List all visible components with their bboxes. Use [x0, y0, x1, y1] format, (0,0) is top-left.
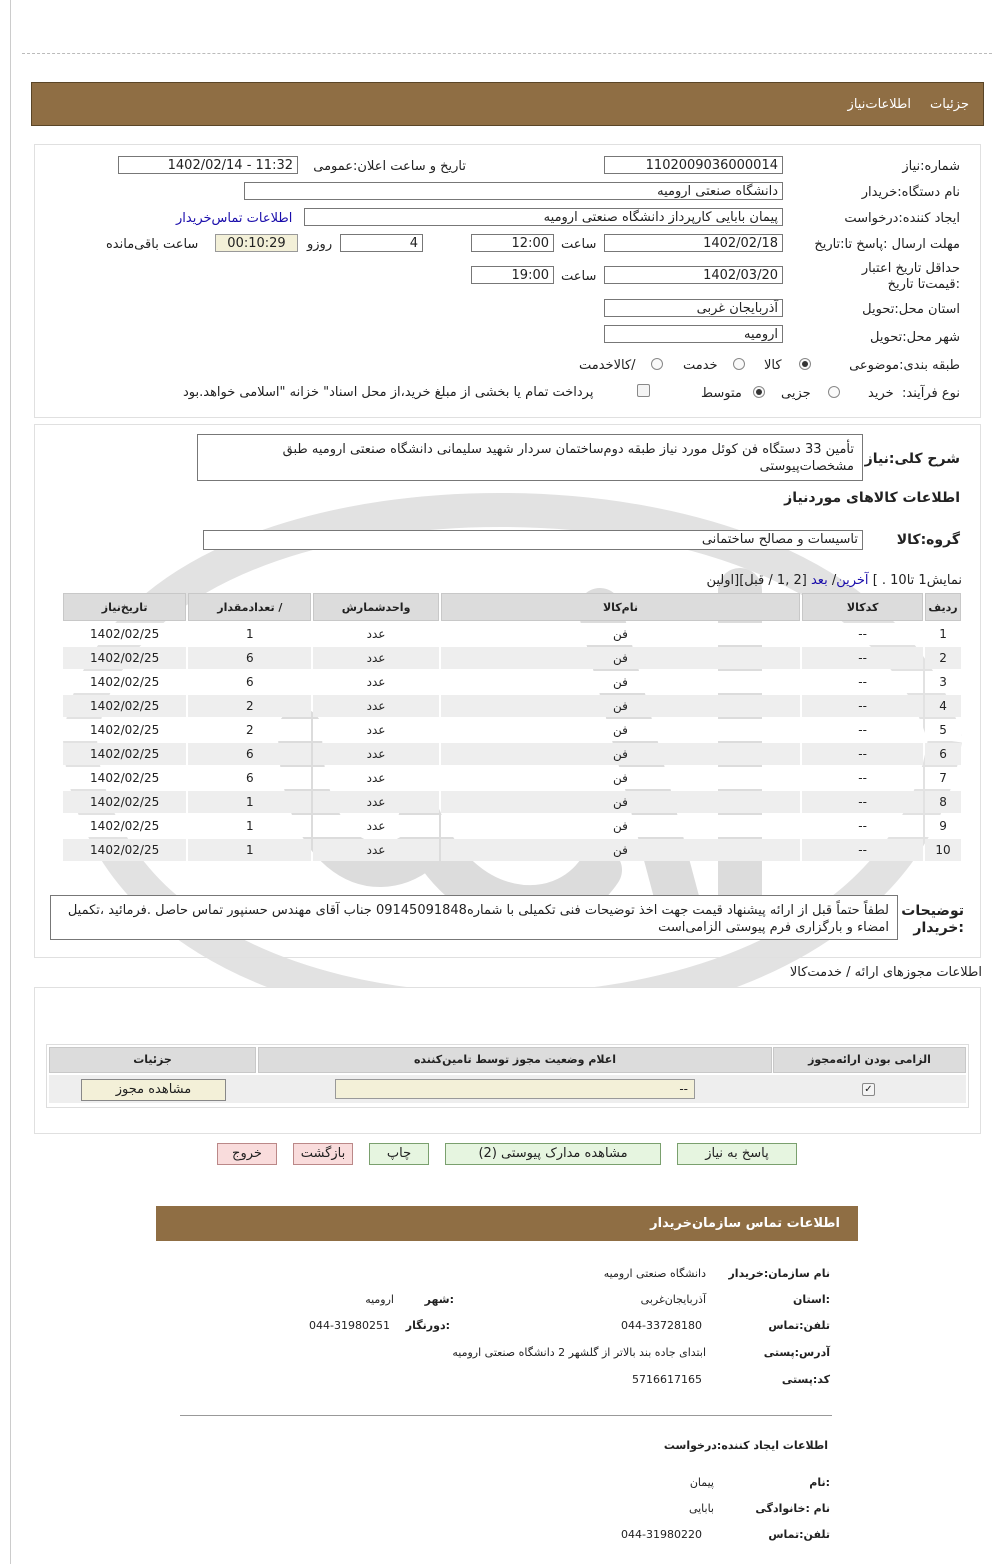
contact-address-label: آدرس:پستی	[763, 1346, 830, 1359]
deadline-label: مهلت ارسال :پاسخ تا:تاریخ	[814, 237, 960, 252]
cell-row-number: 4	[925, 695, 961, 717]
contact-city: ارومیه	[365, 1293, 394, 1306]
details-header	[31, 82, 984, 126]
contact-divider	[180, 1415, 832, 1416]
requester-field: پیمان بابایی کارپرداز دانشگاه صنعتی ارومیه	[304, 208, 783, 226]
permits-col-required: الزامی بودن ارائه‌مجوز	[773, 1047, 966, 1073]
col-name: نام‌کالا	[441, 593, 801, 621]
need-number-label: شماره:نیاز	[902, 159, 960, 174]
permit-status-field: --	[335, 1079, 695, 1099]
cell-item-name: فن	[441, 671, 801, 693]
goods-group-field: تاسیسات و مصالح ساختمانی	[203, 530, 863, 550]
cell-item-qty: 1	[188, 791, 311, 813]
cell-item-date: 1402/02/25	[63, 719, 186, 741]
table-row	[63, 719, 961, 741]
cell-item-code: --	[802, 695, 923, 717]
cell-item-date: 1402/02/25	[63, 791, 186, 813]
creator-title: اطلاعات ایجاد کننده:درخواست	[663, 1439, 828, 1452]
goods-info-label: اطلاعات کالاهای موردنیاز	[784, 490, 960, 506]
cell-item-qty: 6	[188, 743, 311, 765]
cell-item-code: --	[802, 719, 923, 741]
buyer-org-label: نام دستگاه:خریدار	[861, 185, 960, 200]
contact-province-label: :استان	[793, 1293, 830, 1306]
city-field: ارومیه	[604, 325, 783, 343]
permits-title: اطلاعات مجوزهای ارائه / خدمت‌کالا	[789, 965, 982, 980]
table-row	[63, 791, 961, 813]
table-header-row	[63, 593, 961, 621]
cell-item-name: فن	[441, 791, 801, 813]
category-service-label: خدمت	[683, 358, 718, 373]
contact-phone-label: تلفن:تماس	[768, 1319, 830, 1332]
cell-item-name: فن	[441, 839, 801, 861]
cell-item-date: 1402/02/25	[63, 623, 186, 645]
creator-family: بابایی	[688, 1502, 714, 1515]
process-buy-label: خرید	[868, 386, 894, 401]
back-button[interactable]: بازگشت	[293, 1143, 353, 1165]
process-partial-radio[interactable]	[828, 386, 840, 398]
days-label: روزو	[307, 237, 333, 252]
contact-org: دانشگاه صنعتی ارومیه	[603, 1267, 706, 1280]
cell-row-number: 3	[925, 671, 961, 693]
cell-item-qty: 6	[188, 647, 311, 669]
cell-item-code: --	[802, 647, 923, 669]
category-goods-label: کالا	[764, 358, 782, 373]
permit-required-checkbox: ✓	[862, 1083, 875, 1096]
category-label: طبقه بندی:موضوعی	[849, 358, 960, 373]
cell-item-unit: عدد	[313, 695, 438, 717]
contact-postal-label: کد:پستی	[781, 1373, 830, 1386]
cell-row-number: 8	[925, 791, 961, 813]
cell-item-date: 1402/02/25	[63, 839, 186, 861]
cell-item-name: فن	[441, 695, 801, 717]
cell-item-name: فن	[441, 743, 801, 765]
need-number-field: 1102009036000014	[604, 156, 783, 174]
pager-last-link[interactable]: آخرین	[836, 573, 869, 588]
creator-family-label: نام :خانوادگی	[755, 1502, 830, 1515]
creator-phone-label: تلفن:تماس	[768, 1528, 830, 1541]
attachments-button[interactable]: مشاهده مدارک پیوستی (2)	[445, 1143, 661, 1165]
process-medium-label: متوسط	[701, 386, 742, 401]
cell-item-date: 1402/02/25	[63, 767, 186, 789]
tab-details[interactable]: جزئیات	[930, 97, 969, 112]
buyer-contact-link[interactable]: اطلاعات تماس‌خریدار	[176, 211, 293, 226]
cell-item-date: 1402/02/25	[63, 647, 186, 669]
col-unit: واحدشمارش	[313, 593, 438, 621]
cell-item-unit: عدد	[313, 647, 438, 669]
remaining-timer: 00:10:29	[215, 234, 298, 252]
col-date: تاریخ‌نیاز	[63, 593, 186, 621]
cell-item-date: 1402/02/25	[63, 743, 186, 765]
cell-item-qty: 6	[188, 671, 311, 693]
province-label: استان محل:تحویل	[862, 302, 960, 317]
cell-item-qty: 1	[188, 839, 311, 861]
creator-name: پیمان	[689, 1476, 714, 1489]
cell-item-qty: 1	[188, 623, 311, 645]
cell-item-unit: عدد	[313, 671, 438, 693]
view-permit-button[interactable]: مشاهده مجوز	[81, 1079, 226, 1101]
cell-item-date: 1402/02/25	[63, 815, 186, 837]
table-row	[63, 815, 961, 837]
cell-item-name: فن	[441, 767, 801, 789]
cell-item-qty: 1	[188, 815, 311, 837]
summary-label: شرح کلی:نیاز	[864, 451, 960, 467]
cell-item-unit: عدد	[313, 815, 438, 837]
cell-item-code: --	[802, 767, 923, 789]
cell-row-number: 7	[925, 767, 961, 789]
validity-label: حداقل تاریخ اعتبار :قیمت‌تا تاریخ	[861, 261, 960, 292]
announce-label: تاریخ و ساعت اعلان:عمومی	[313, 159, 466, 174]
cell-item-date: 1402/02/25	[63, 695, 186, 717]
cell-item-code: --	[802, 791, 923, 813]
contact-phone: 044-33728180	[621, 1319, 702, 1332]
contact-fax: 044-31980251	[309, 1319, 390, 1332]
cell-row-number: 5	[925, 719, 961, 741]
summary-text: تأمین 33 دستگاه فن کوئل مورد نیاز طبقه دوم‌ساختمان سردار شهید سلیمانی دانشگاه صنعتی ارومیه طبق مشخصات‌پیوستی	[197, 434, 863, 481]
province-field: آذربایجان غربی	[604, 299, 783, 317]
pager-rest: / قبل][اولین	[706, 573, 773, 588]
print-button[interactable]: چاپ	[369, 1143, 429, 1165]
remaining-label: ساعت باقی‌مانده	[106, 237, 199, 252]
goods-table	[61, 591, 963, 863]
cell-item-code: --	[802, 743, 923, 765]
creator-name-label: :نام	[809, 1476, 830, 1489]
tab-need-info[interactable]: اطلاعات‌نیاز	[847, 97, 911, 112]
cell-item-unit: عدد	[313, 839, 438, 861]
cell-item-code: --	[802, 815, 923, 837]
page-edge-line	[10, 0, 11, 1564]
deadline-date-field: 1402/02/18	[604, 234, 783, 252]
cell-item-unit: عدد	[313, 623, 438, 645]
permits-table	[46, 1044, 969, 1108]
cell-item-name: فن	[441, 719, 801, 741]
contact-city-label: :شهر	[424, 1293, 454, 1306]
treasury-note: پرداخت تمام یا بخشی از مبلغ خرید،از محل اسناد" خزانه "اسلامی خواهد.بود	[183, 385, 594, 400]
table-row	[63, 647, 961, 669]
cell-row-number: 6	[925, 743, 961, 765]
pager-prefix: نمایش1 تا10 . ]	[872, 573, 962, 588]
cell-row-number: 1	[925, 623, 961, 645]
buyer-notes-text: لطفاً حتماً قبل از ارائه پیشنهاد قیمت جهت اخذ توضیحات فنی تکمیلی با شماره09145091848 جناب آقای مهندس حسنپور تماس حاصل .فرمائید ،تکمیل امضاء و بارگزاری فرم پیوستی الزامی‌است	[50, 895, 898, 940]
cell-item-code: --	[802, 839, 923, 861]
cell-item-name: فن	[441, 647, 801, 669]
city-label: شهر محل:تحویل	[870, 330, 960, 345]
contact-title: اطلاعات تماس سازمان‌خریدار	[650, 1216, 840, 1231]
table-row	[63, 743, 961, 765]
goods-group-label: گروه:کالا	[896, 532, 960, 548]
reply-button[interactable]: پاسخ به نیاز	[677, 1143, 797, 1165]
contact-org-label: نام سازمان:خریدار	[728, 1267, 830, 1280]
permits-col-status: اعلام وضعیت مجوز توسط تامین‌کننده	[258, 1047, 772, 1073]
buyer-notes-label: توضیحات :خریدار	[901, 903, 964, 936]
cell-row-number: 10	[925, 839, 961, 861]
col-code: کدکالا	[802, 593, 923, 621]
validity-hour-label: ساعت	[561, 269, 597, 284]
table-row	[63, 839, 961, 861]
cell-item-unit: عدد	[313, 743, 438, 765]
cell-item-name: فن	[441, 623, 801, 645]
cell-item-qty: 2	[188, 695, 311, 717]
contact-header	[156, 1206, 858, 1241]
contact-postal: 5716617165	[632, 1373, 702, 1386]
cell-item-code: --	[802, 671, 923, 693]
category-service-radio[interactable]	[733, 358, 745, 370]
cell-row-number: 2	[925, 647, 961, 669]
table-row	[63, 623, 961, 645]
requester-label: ایجاد کننده:درخواست	[844, 211, 960, 226]
creator-phone: 044-31980220	[621, 1528, 702, 1541]
pager: نمایش1 تا10 . ] آخرین/ بعد [2 ,1 / قبل][اولین	[706, 573, 962, 588]
table-row	[63, 695, 961, 717]
validity-date-field: 1402/03/20	[604, 266, 783, 284]
pager-next-link[interactable]: بعد	[810, 573, 828, 588]
cell-item-unit: عدد	[313, 767, 438, 789]
cell-item-date: 1402/02/25	[63, 671, 186, 693]
deadline-hour-label: ساعت	[561, 237, 597, 252]
contact-province: آذربایجان‌غربی	[640, 1293, 706, 1306]
cell-item-qty: 6	[188, 767, 311, 789]
cell-item-unit: عدد	[313, 791, 438, 813]
process-label: نوع فرآیند:	[902, 386, 960, 401]
cell-row-number: 9	[925, 815, 961, 837]
exit-button[interactable]: خروج	[217, 1143, 277, 1165]
category-both-radio[interactable]	[651, 358, 663, 370]
top-divider	[22, 53, 992, 54]
cell-item-unit: عدد	[313, 719, 438, 741]
pager-pages[interactable]: [2 ,1	[776, 573, 807, 588]
cell-item-name: فن	[441, 815, 801, 837]
process-partial-label: جزیی	[781, 386, 811, 401]
treasury-checkbox[interactable]	[637, 384, 650, 397]
announce-field: 1402/02/14 - 11:32	[118, 156, 298, 174]
cell-item-code: --	[802, 623, 923, 645]
buyer-org-field: دانشگاه صنعتی ارومیه	[244, 182, 783, 200]
col-qty: / تعدادمقدار	[188, 593, 311, 621]
permits-col-details: جزئیات	[49, 1047, 256, 1073]
days-field: 4	[340, 234, 423, 252]
validity-hour-field: 19:00	[471, 266, 554, 284]
deadline-hour-field: 12:00	[471, 234, 554, 252]
process-medium-radio[interactable]	[753, 386, 765, 398]
contact-address: ابتدای جاده بند بالاتر از گلشهر 2 دانشگاه صنعتی ارومیه	[452, 1346, 706, 1359]
category-goods-radio[interactable]	[799, 358, 811, 370]
contact-fax-label: :دورنگار	[405, 1319, 450, 1332]
cell-item-qty: 2	[188, 719, 311, 741]
table-row	[63, 671, 961, 693]
category-both-label: /کالاخدمت	[579, 358, 636, 373]
table-row	[63, 767, 961, 789]
col-row: ردیف	[925, 593, 961, 621]
